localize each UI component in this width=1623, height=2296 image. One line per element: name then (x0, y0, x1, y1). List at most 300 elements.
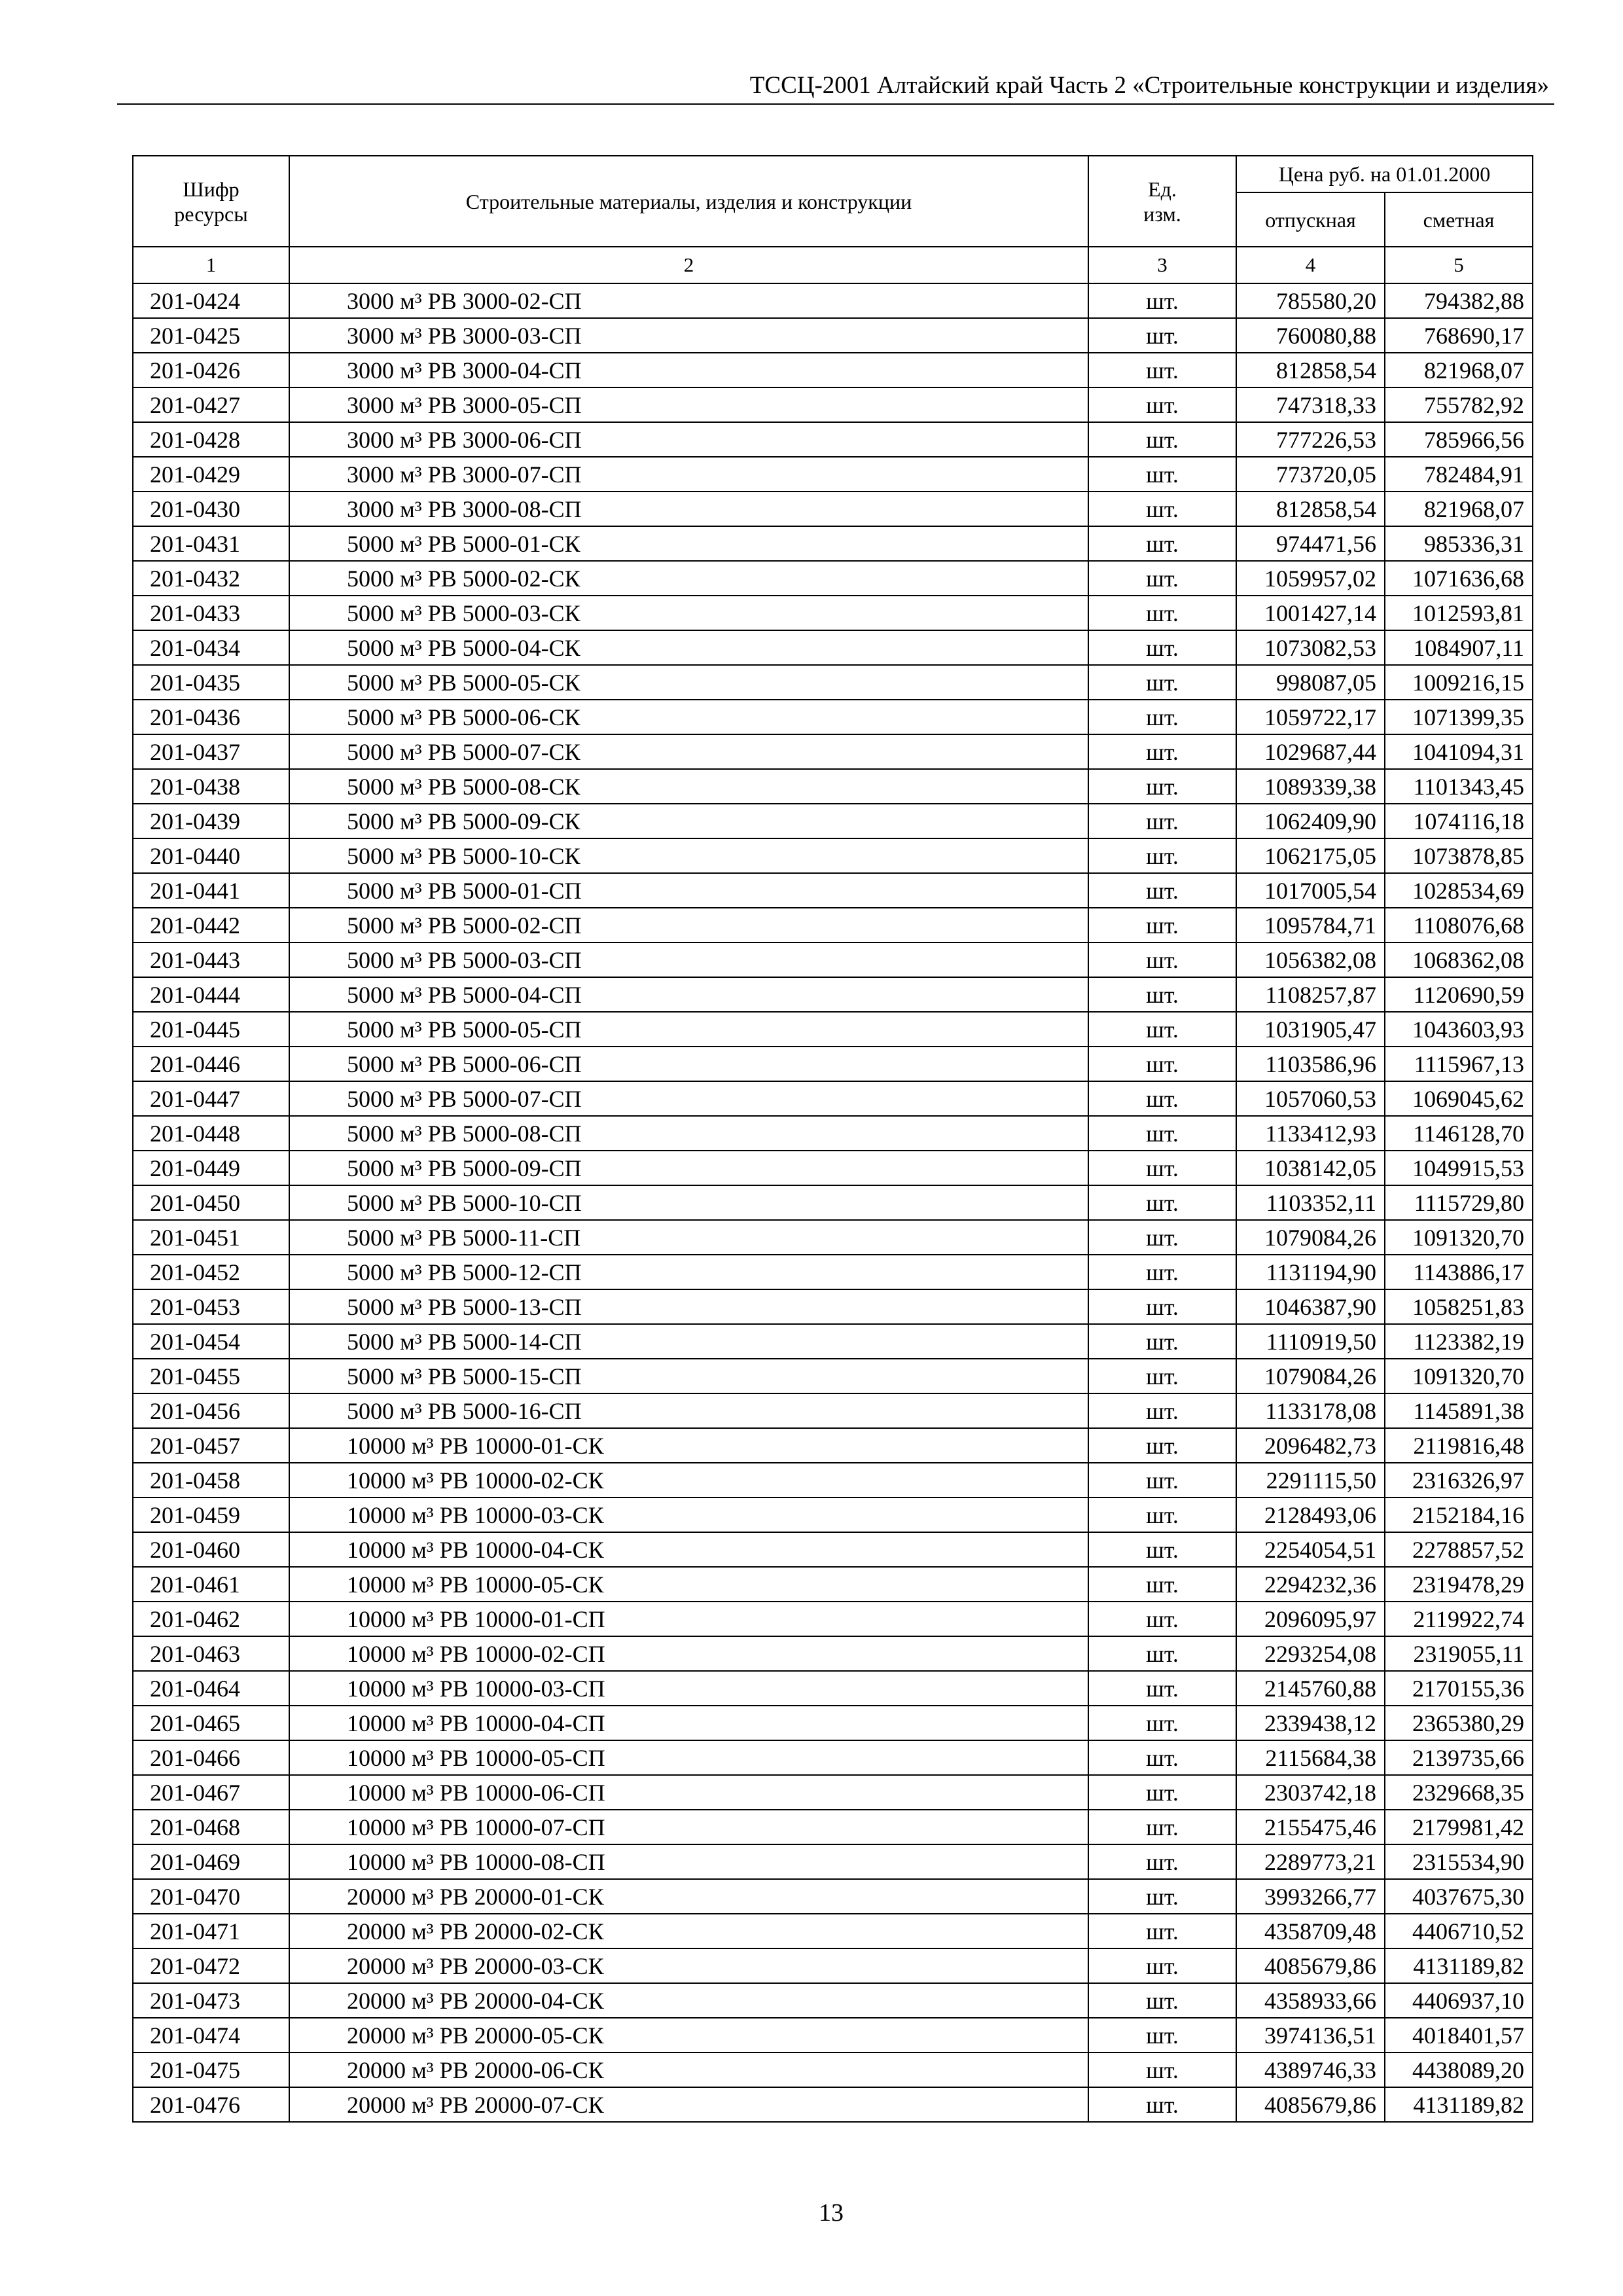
cell-price-estimate: 2316326,97 (1385, 1463, 1533, 1498)
cell-unit: шт. (1088, 1983, 1236, 2018)
cell-price-release: 1073082,53 (1236, 630, 1385, 665)
cell-name: 10000 м³ РВ 10000-03-СП (289, 1671, 1088, 1706)
cell-code: 201-0476 (133, 2087, 289, 2122)
cell-unit: шт. (1088, 665, 1236, 700)
header-price-estimate-label: сметная (1423, 207, 1495, 232)
cell-price-estimate: 1143886,17 (1385, 1255, 1533, 1289)
cell-price-release: 777226,53 (1236, 422, 1385, 457)
cell-price-estimate: 4037675,30 (1385, 1879, 1533, 1914)
cell-unit: шт. (1088, 1220, 1236, 1255)
cell-price-estimate: 2119922,74 (1385, 1602, 1533, 1636)
cell-price-estimate: 2315534,90 (1385, 1844, 1533, 1879)
cell-price-estimate: 1115967,13 (1385, 1047, 1533, 1081)
cell-code: 201-0424 (133, 283, 289, 318)
table-row (133, 1914, 1533, 1948)
cell-price-release: 1029687,44 (1236, 734, 1385, 769)
cell-price-release: 1108257,87 (1236, 977, 1385, 1012)
header-name-label: Строительные материалы, изделия и конструкции (465, 189, 912, 213)
cell-name: 5000 м³ РВ 5000-02-СК (289, 561, 1088, 596)
cell-price-estimate: 1012593,81 (1385, 596, 1533, 630)
cell-name: 3000 м³ РВ 3000-07-СП (289, 457, 1088, 492)
cell-price-estimate: 1091320,70 (1385, 1359, 1533, 1393)
cell-name: 10000 м³ РВ 10000-02-СК (289, 1463, 1088, 1498)
cell-price-estimate: 2119816,48 (1385, 1428, 1533, 1463)
table-row (133, 734, 1533, 769)
cell-price-release: 2289773,21 (1236, 1844, 1385, 1879)
cell-price-release: 1059957,02 (1236, 561, 1385, 596)
cell-price-release: 4389746,33 (1236, 2053, 1385, 2087)
cell-price-estimate: 2319478,29 (1385, 1567, 1533, 1602)
cell-price-release: 1131194,90 (1236, 1255, 1385, 1289)
cell-code: 201-0441 (133, 873, 289, 908)
cell-name: 10000 м³ РВ 10000-06-СП (289, 1775, 1088, 1810)
cell-price-estimate: 2329668,35 (1385, 1775, 1533, 1810)
cell-name: 20000 м³ РВ 20000-04-СК (289, 1983, 1088, 2018)
cell-code: 201-0442 (133, 908, 289, 942)
cell-price-release: 2339438,12 (1236, 1706, 1385, 1740)
cell-price-estimate: 2278857,52 (1385, 1532, 1533, 1567)
table-header (133, 156, 1533, 283)
header-price-release-label: отпускная (1265, 207, 1356, 232)
cell-name: 3000 м³ РВ 3000-06-СП (289, 422, 1088, 457)
column-number: 5 (1385, 247, 1533, 283)
cell-price-estimate: 2170155,36 (1385, 1671, 1533, 1706)
cell-price-release: 4358933,66 (1236, 1983, 1385, 2018)
cell-name: 10000 м³ РВ 10000-04-СП (289, 1706, 1088, 1740)
table-row (133, 283, 1533, 318)
cell-price-release: 760080,88 (1236, 318, 1385, 353)
cell-price-estimate: 1058251,83 (1385, 1289, 1533, 1324)
cell-unit: шт. (1088, 1844, 1236, 1879)
cell-name: 5000 м³ РВ 5000-01-СП (289, 873, 1088, 908)
cell-price-estimate: 4406710,52 (1385, 1914, 1533, 1948)
cell-code: 201-0463 (133, 1636, 289, 1671)
cell-unit: шт. (1088, 1047, 1236, 1081)
table-row (133, 1047, 1533, 1081)
table-row (133, 942, 1533, 977)
cell-price-estimate: 1115729,80 (1385, 1185, 1533, 1220)
header-code-line1: Шифр (183, 177, 240, 201)
cell-price-estimate: 1108076,68 (1385, 908, 1533, 942)
cell-name: 3000 м³ РВ 3000-08-СП (289, 492, 1088, 526)
cell-price-release: 1046387,90 (1236, 1289, 1385, 1324)
table-row (133, 1498, 1533, 1532)
header-price-release (1236, 192, 1385, 247)
cell-unit: шт. (1088, 1532, 1236, 1567)
cell-price-release: 4358709,48 (1236, 1914, 1385, 1948)
cell-price-release: 3993266,77 (1236, 1879, 1385, 1914)
cell-code: 201-0428 (133, 422, 289, 457)
cell-price-release: 2303742,18 (1236, 1775, 1385, 1810)
cell-unit: шт. (1088, 908, 1236, 942)
table-row (133, 596, 1533, 630)
cell-code: 201-0451 (133, 1220, 289, 1255)
table-row (133, 1012, 1533, 1047)
cell-price-estimate: 785966,56 (1385, 422, 1533, 457)
cell-name: 3000 м³ РВ 3000-02-СП (289, 283, 1088, 318)
cell-unit: шт. (1088, 596, 1236, 630)
cell-unit: шт. (1088, 1740, 1236, 1775)
cell-unit: шт. (1088, 526, 1236, 561)
cell-name: 5000 м³ РВ 5000-16-СП (289, 1393, 1088, 1428)
cell-name: 5000 м³ РВ 5000-06-СП (289, 1047, 1088, 1081)
cell-price-release: 2115684,38 (1236, 1740, 1385, 1775)
table-row (133, 492, 1533, 526)
table-row (133, 838, 1533, 873)
cell-price-release: 1095784,71 (1236, 908, 1385, 942)
cell-unit: шт. (1088, 1428, 1236, 1463)
table-row (133, 1255, 1533, 1289)
cell-price-release: 1103586,96 (1236, 1047, 1385, 1081)
cell-name: 5000 м³ РВ 5000-02-СП (289, 908, 1088, 942)
cell-code: 201-0425 (133, 318, 289, 353)
cell-name: 10000 м³ РВ 10000-07-СП (289, 1810, 1088, 1844)
cell-unit: шт. (1088, 1012, 1236, 1047)
cell-price-release: 773720,05 (1236, 457, 1385, 492)
cell-name: 20000 м³ РВ 20000-06-СК (289, 2053, 1088, 2087)
table-row (133, 526, 1533, 561)
cell-name: 5000 м³ РВ 5000-07-СП (289, 1081, 1088, 1116)
cell-price-release: 2294232,36 (1236, 1567, 1385, 1602)
table-row (133, 1220, 1533, 1255)
cell-code: 201-0464 (133, 1671, 289, 1706)
cell-price-estimate: 2365380,29 (1385, 1706, 1533, 1740)
cell-unit: шт. (1088, 1810, 1236, 1844)
cell-unit: шт. (1088, 1359, 1236, 1393)
cell-code: 201-0456 (133, 1393, 289, 1428)
cell-price-estimate: 2319055,11 (1385, 1636, 1533, 1671)
cell-code: 201-0434 (133, 630, 289, 665)
cell-price-estimate: 1068362,08 (1385, 942, 1533, 977)
cell-code: 201-0474 (133, 2018, 289, 2053)
cell-name: 5000 м³ РВ 5000-08-СП (289, 1116, 1088, 1151)
cell-unit: шт. (1088, 630, 1236, 665)
cell-code: 201-0436 (133, 700, 289, 734)
cell-unit: шт. (1088, 2053, 1236, 2087)
cell-unit: шт. (1088, 1636, 1236, 1671)
cell-price-estimate: 4406937,10 (1385, 1983, 1533, 2018)
cell-unit: шт. (1088, 700, 1236, 734)
cell-name: 20000 м³ РВ 20000-03-СК (289, 1948, 1088, 1983)
column-number: 1 (133, 247, 289, 283)
cell-price-release: 1062409,90 (1236, 804, 1385, 838)
cell-price-estimate: 4131189,82 (1385, 2087, 1533, 2122)
table-row (133, 1810, 1533, 1844)
cell-price-estimate: 1101343,45 (1385, 769, 1533, 804)
cell-price-release: 2145760,88 (1236, 1671, 1385, 1706)
cell-price-release: 785580,20 (1236, 283, 1385, 318)
cell-code: 201-0430 (133, 492, 289, 526)
cell-name: 10000 м³ РВ 10000-04-СК (289, 1532, 1088, 1567)
header-price-group-label: Цена руб. на 01.01.2000 (1278, 162, 1491, 186)
table-row (133, 1324, 1533, 1359)
table-row (133, 1116, 1533, 1151)
cell-name: 5000 м³ РВ 5000-04-СП (289, 977, 1088, 1012)
table-row (133, 2053, 1533, 2087)
cell-price-estimate: 1041094,31 (1385, 734, 1533, 769)
cell-name: 10000 м³ РВ 10000-01-СП (289, 1602, 1088, 1636)
cell-price-release: 1110919,50 (1236, 1324, 1385, 1359)
table-row (133, 422, 1533, 457)
cell-code: 201-0429 (133, 457, 289, 492)
table-row (133, 630, 1533, 665)
cell-price-release: 1056382,08 (1236, 942, 1385, 977)
cell-price-estimate: 1074116,18 (1385, 804, 1533, 838)
cell-code: 201-0435 (133, 665, 289, 700)
cell-name: 5000 м³ РВ 5000-05-СП (289, 1012, 1088, 1047)
cell-name: 20000 м³ РВ 20000-07-СК (289, 2087, 1088, 2122)
cell-price-release: 1059722,17 (1236, 700, 1385, 734)
cell-price-estimate: 1069045,62 (1385, 1081, 1533, 1116)
table-row (133, 1879, 1533, 1914)
cell-name: 5000 м³ РВ 5000-03-СК (289, 596, 1088, 630)
cell-code: 201-0461 (133, 1567, 289, 1602)
cell-name: 10000 м³ РВ 10000-05-СП (289, 1740, 1088, 1775)
header-unit-line2: изм. (1143, 202, 1181, 226)
table-row (133, 1289, 1533, 1324)
cell-price-release: 998087,05 (1236, 665, 1385, 700)
cell-price-release: 2293254,08 (1236, 1636, 1385, 1671)
cell-code: 201-0473 (133, 1983, 289, 2018)
table-row (133, 769, 1533, 804)
header-unit (1088, 156, 1236, 247)
cell-name: 10000 м³ РВ 10000-02-СП (289, 1636, 1088, 1671)
cell-price-estimate: 1091320,70 (1385, 1220, 1533, 1255)
table-row (133, 700, 1533, 734)
cell-price-release: 2291115,50 (1236, 1463, 1385, 1498)
header-unit-line1: Ед. (1148, 177, 1177, 201)
cell-code: 201-0433 (133, 596, 289, 630)
table-row (133, 1359, 1533, 1393)
cell-code: 201-0475 (133, 2053, 289, 2087)
cell-code: 201-0448 (133, 1116, 289, 1151)
table-row (133, 457, 1533, 492)
cell-code: 201-0443 (133, 942, 289, 977)
cell-price-estimate: 1043603,93 (1385, 1012, 1533, 1047)
cell-name: 10000 м³ РВ 10000-03-СК (289, 1498, 1088, 1532)
page-number: 13 (819, 2199, 844, 2227)
cell-unit: шт. (1088, 977, 1236, 1012)
cell-name: 3000 м³ РВ 3000-05-СП (289, 387, 1088, 422)
table-row (133, 2018, 1533, 2053)
table-row (133, 1081, 1533, 1116)
cell-price-estimate: 4131189,82 (1385, 1948, 1533, 1983)
cell-name: 5000 м³ РВ 5000-06-СК (289, 700, 1088, 734)
cell-name: 5000 м³ РВ 5000-13-СП (289, 1289, 1088, 1324)
cell-unit: шт. (1088, 283, 1236, 318)
cell-code: 201-0438 (133, 769, 289, 804)
cell-price-release: 1079084,26 (1236, 1359, 1385, 1393)
cell-name: 5000 м³ РВ 5000-08-СК (289, 769, 1088, 804)
table-body (133, 283, 1533, 2122)
table-row (133, 1602, 1533, 1636)
cell-unit: шт. (1088, 1324, 1236, 1359)
cell-code: 201-0455 (133, 1359, 289, 1393)
cell-price-release: 1079084,26 (1236, 1220, 1385, 1255)
cell-unit: шт. (1088, 1185, 1236, 1220)
cell-price-release: 1133178,08 (1236, 1393, 1385, 1428)
cell-unit: шт. (1088, 838, 1236, 873)
cell-price-release: 3974136,51 (1236, 2018, 1385, 2053)
cell-unit: шт. (1088, 1879, 1236, 1914)
cell-code: 201-0445 (133, 1012, 289, 1047)
cell-name: 20000 м³ РВ 20000-02-СК (289, 1914, 1088, 1948)
cell-unit: шт. (1088, 1567, 1236, 1602)
cell-code: 201-0466 (133, 1740, 289, 1775)
table-row (133, 1151, 1533, 1185)
table-row (133, 1185, 1533, 1220)
cell-name: 20000 м³ РВ 20000-01-СК (289, 1879, 1088, 1914)
cell-price-estimate: 1028534,69 (1385, 873, 1533, 908)
cell-price-release: 747318,33 (1236, 387, 1385, 422)
running-header (117, 69, 1554, 105)
cell-code: 201-0431 (133, 526, 289, 561)
table-row (133, 1567, 1533, 1602)
cell-price-release: 812858,54 (1236, 353, 1385, 387)
table-row (133, 665, 1533, 700)
column-number: 4 (1236, 247, 1385, 283)
cell-code: 201-0439 (133, 804, 289, 838)
header-row (133, 156, 1533, 192)
table-row (133, 1948, 1533, 1983)
cell-price-release: 1062175,05 (1236, 838, 1385, 873)
cell-name: 5000 м³ РВ 5000-10-СК (289, 838, 1088, 873)
table-row (133, 1706, 1533, 1740)
cell-price-release: 1031905,47 (1236, 1012, 1385, 1047)
cell-price-release: 2128493,06 (1236, 1498, 1385, 1532)
cell-price-estimate: 2179981,42 (1385, 1810, 1533, 1844)
cell-price-estimate: 1146128,70 (1385, 1116, 1533, 1151)
cell-name: 10000 м³ РВ 10000-01-СК (289, 1428, 1088, 1463)
cell-code: 201-0471 (133, 1914, 289, 1948)
cell-price-estimate: 821968,07 (1385, 353, 1533, 387)
cell-price-release: 4085679,86 (1236, 2087, 1385, 2122)
table-row (133, 1844, 1533, 1879)
cell-price-estimate: 4018401,57 (1385, 2018, 1533, 2053)
cell-unit: шт. (1088, 1289, 1236, 1324)
cell-price-estimate: 755782,92 (1385, 387, 1533, 422)
cell-unit: шт. (1088, 1255, 1236, 1289)
cell-name: 20000 м³ РВ 20000-05-СК (289, 2018, 1088, 2053)
cell-code: 201-0447 (133, 1081, 289, 1116)
cell-price-release: 1057060,53 (1236, 1081, 1385, 1116)
column-number: 2 (289, 247, 1088, 283)
cell-code: 201-0444 (133, 977, 289, 1012)
cell-price-estimate: 985336,31 (1385, 526, 1533, 561)
cell-code: 201-0462 (133, 1602, 289, 1636)
cell-name: 5000 м³ РВ 5000-10-СП (289, 1185, 1088, 1220)
cell-code: 201-0450 (133, 1185, 289, 1220)
cell-unit: шт. (1088, 1671, 1236, 1706)
table-row (133, 1775, 1533, 1810)
header-code-line2: ресурсы (174, 202, 248, 226)
cell-code: 201-0454 (133, 1324, 289, 1359)
cell-name: 3000 м³ РВ 3000-03-СП (289, 318, 1088, 353)
cell-unit: шт. (1088, 1081, 1236, 1116)
table-row (133, 561, 1533, 596)
cell-name: 5000 м³ РВ 5000-01-СК (289, 526, 1088, 561)
cell-unit: шт. (1088, 804, 1236, 838)
cell-price-release: 1038142,05 (1236, 1151, 1385, 1185)
cell-unit: шт. (1088, 2087, 1236, 2122)
cell-price-release: 1017005,54 (1236, 873, 1385, 908)
running-header-title: ТССЦ-2001 Алтайский край Часть 2 «Строительные конструкции и изделия» (749, 72, 1549, 99)
cell-name: 5000 м³ РВ 5000-09-СП (289, 1151, 1088, 1185)
cell-code: 201-0449 (133, 1151, 289, 1185)
cell-price-estimate: 2152184,16 (1385, 1498, 1533, 1532)
table-row (133, 1983, 1533, 2018)
cell-name: 5000 м³ РВ 5000-12-СП (289, 1255, 1088, 1289)
cell-unit: шт. (1088, 1775, 1236, 1810)
cell-price-release: 1089339,38 (1236, 769, 1385, 804)
cell-unit: шт. (1088, 422, 1236, 457)
cell-code: 201-0437 (133, 734, 289, 769)
table-row (133, 1636, 1533, 1671)
cell-price-estimate: 2139735,66 (1385, 1740, 1533, 1775)
cell-name: 5000 м³ РВ 5000-05-СК (289, 665, 1088, 700)
cell-price-estimate: 1145891,38 (1385, 1393, 1533, 1428)
cell-name: 5000 м³ РВ 5000-15-СП (289, 1359, 1088, 1393)
cell-unit: шт. (1088, 2018, 1236, 2053)
cell-code: 201-0427 (133, 387, 289, 422)
cell-price-estimate: 4438089,20 (1385, 2053, 1533, 2087)
cell-code: 201-0460 (133, 1532, 289, 1567)
table-row (133, 873, 1533, 908)
cell-price-release: 2254054,51 (1236, 1532, 1385, 1567)
cell-price-release: 2096095,97 (1236, 1602, 1385, 1636)
table-row (133, 353, 1533, 387)
cell-price-release: 2096482,73 (1236, 1428, 1385, 1463)
table-row (133, 1428, 1533, 1463)
header-price-group (1236, 156, 1533, 192)
cell-unit: шт. (1088, 353, 1236, 387)
cell-price-estimate: 1073878,85 (1385, 838, 1533, 873)
cell-price-estimate: 782484,91 (1385, 457, 1533, 492)
cell-unit: шт. (1088, 492, 1236, 526)
table-row (133, 977, 1533, 1012)
cell-code: 201-0467 (133, 1775, 289, 1810)
table-row (133, 387, 1533, 422)
cell-name: 10000 м³ РВ 10000-05-СК (289, 1567, 1088, 1602)
cell-unit: шт. (1088, 1463, 1236, 1498)
cell-code: 201-0468 (133, 1810, 289, 1844)
cell-price-estimate: 1084907,11 (1385, 630, 1533, 665)
cell-price-estimate: 1120690,59 (1385, 977, 1533, 1012)
table-row (133, 2087, 1533, 2122)
cell-price-release: 1133412,93 (1236, 1116, 1385, 1151)
cell-code: 201-0459 (133, 1498, 289, 1532)
table-row (133, 804, 1533, 838)
cell-name: 10000 м³ РВ 10000-08-СП (289, 1844, 1088, 1879)
table-row (133, 1463, 1533, 1498)
cell-unit: шт. (1088, 457, 1236, 492)
cell-name: 5000 м³ РВ 5000-14-СП (289, 1324, 1088, 1359)
cell-price-estimate: 821968,07 (1385, 492, 1533, 526)
cell-name: 5000 м³ РВ 5000-03-СП (289, 942, 1088, 977)
table-row (133, 1532, 1533, 1567)
cell-unit: шт. (1088, 387, 1236, 422)
cell-unit: шт. (1088, 1602, 1236, 1636)
cell-unit: шт. (1088, 1151, 1236, 1185)
cell-price-release: 4085679,86 (1236, 1948, 1385, 1983)
cell-code: 201-0458 (133, 1463, 289, 1498)
cell-unit: шт. (1088, 734, 1236, 769)
cell-code: 201-0469 (133, 1844, 289, 1879)
cell-name: 5000 м³ РВ 5000-11-СП (289, 1220, 1088, 1255)
cell-unit: шт. (1088, 1706, 1236, 1740)
cell-price-release: 974471,56 (1236, 526, 1385, 561)
table-row (133, 318, 1533, 353)
